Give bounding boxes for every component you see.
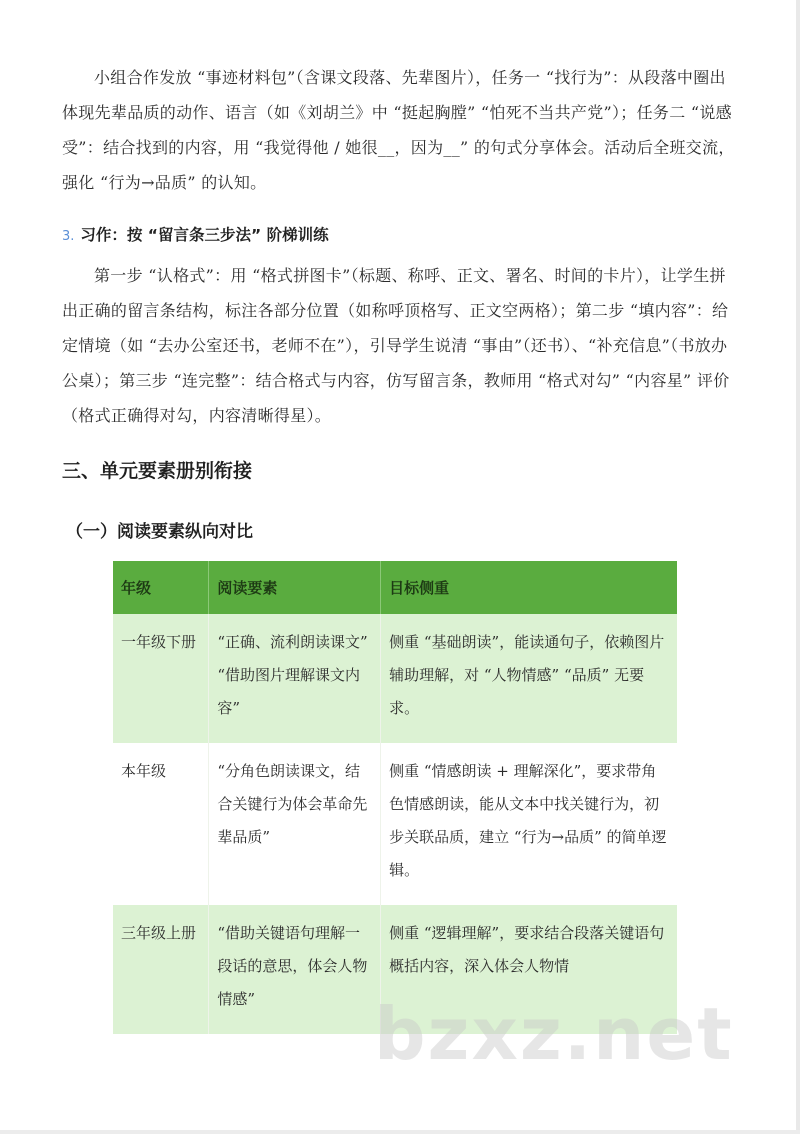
table-header-row <box>113 561 677 614</box>
paragraph-group-activity: 小组合作发放 “事迹材料包”（含课文段落、先辈图片），任务一 “找行为”：从段落中圈出体现先辈品质的动作、语言（如《刘胡兰》中 “挺起胸膛” “怕死不当共产党”）；任务二 “说感受”：结合找到的内容，用 “我觉得他 / 她很__，因为__” 的句式分享体会。活动后全班交流，强化 “行为→品质” 的认知。 <box>62 68 735 192</box>
subsection-heading: （一）阅读要素纵向对比 <box>66 522 253 542</box>
table-row <box>113 614 677 743</box>
cell-reading-element: “借助关键语句理解一段话的意思，体会人物情感” <box>209 905 381 1034</box>
cell-grade: 本年级 <box>113 743 209 905</box>
cell-goal-focus: 侧重 “逻辑理解”，要求结合段落关键语句概括内容，深入体会人物情 <box>381 905 677 1034</box>
cell-reading-element: “分角色朗读课文，结合关键行为体会革命先辈品质” <box>209 743 381 905</box>
cell-grade: 一年级下册 <box>113 614 209 743</box>
section-heading: 三、单元要素册别衔接 <box>62 460 253 482</box>
cell-reading-element: “正确、流利朗读课文” “借助图片理解课文内容” <box>209 614 381 743</box>
cell-goal-focus: 侧重 “情感朗读 + 理解深化”，要求带角色情感朗读，能从文本中找关键行为，初步关联品质，建立 “行为→品质” 的简单逻辑。 <box>381 743 677 905</box>
table-row <box>113 743 677 905</box>
subheading-title: 习作：按 “留言条三步法” 阶梯训练 <box>80 226 329 244</box>
table-row <box>113 905 677 1034</box>
header-grade: 年级 <box>113 561 209 614</box>
header-goal-focus: 目标侧重 <box>381 561 677 614</box>
list-number: 3. <box>62 229 75 244</box>
page-edge-shadow <box>796 0 800 1134</box>
cell-grade: 三年级上册 <box>113 905 209 1034</box>
subheading-writing <box>62 223 329 245</box>
paragraph-three-steps: 第一步 “认格式”：用 “格式拼图卡”（标题、称呼、正文、署名、时间的卡片），让学生拼出正确的留言条结构，标注各部分位置（如称呼顶格写、正文空两格）；第二步 “填内容”：给定情境（如 “去办公室还书，老师不在”），引导学生说清 “事由”（还书）、“补充信息”（书放办公桌）；第三步 “连完整”：结合格式与内容，仿写留言条，教师用 “格式对勾” “内容星” 评价（格式正确得对勾，内容清晰得星）。 <box>62 266 730 425</box>
watermark: bzxz.net <box>374 992 734 1076</box>
cell-goal-focus: 侧重 “基础朗读”，能读通句子，依赖图片辅助理解，对 “人物情感” “品质” 无要求。 <box>381 614 677 743</box>
reading-elements-comparison-table <box>113 561 677 1034</box>
page-edge-shadow-bottom <box>0 1130 800 1134</box>
header-reading-element: 阅读要素 <box>209 561 381 614</box>
